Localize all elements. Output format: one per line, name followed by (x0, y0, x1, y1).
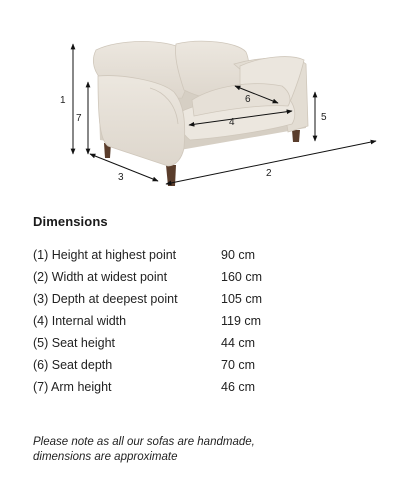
dimension-value: 119 cm (221, 314, 262, 328)
dimension-row-seat-height (33, 332, 363, 354)
dimensions-heading: Dimensions (33, 214, 108, 229)
dimension-name: (7) Arm height (33, 380, 112, 394)
dimension-name: (4) Internal width (33, 314, 127, 328)
note-line-1: Please note as all our sofas are handmade, (33, 436, 255, 448)
dimension-row-width (33, 266, 363, 288)
dimension-name: (2) Width at widest point (33, 270, 168, 284)
dimension-value: 105 cm (221, 292, 262, 306)
dimension-name: (1) Height at highest point (33, 248, 177, 262)
dimension-name: (5) Seat height (33, 336, 115, 350)
handmade-note (33, 435, 373, 465)
dimension-value: 160 cm (221, 270, 262, 284)
label-2: 2 (266, 168, 272, 179)
note-line-2: dimensions are approximate (33, 451, 178, 463)
dimension-row-depth (33, 288, 363, 310)
dimension-name: (3) Depth at deepest point (33, 292, 178, 306)
dimension-row-internal-width (33, 310, 363, 332)
label-4: 4 (229, 117, 235, 128)
label-1: 1 (60, 95, 66, 106)
label-7: 7 (76, 113, 82, 124)
label-6: 6 (245, 94, 251, 105)
dimension-value: 70 cm (221, 358, 256, 372)
dimension-name: (6) Seat depth (33, 358, 113, 372)
dimensions-list (33, 244, 363, 398)
dimension-row-arm-height (33, 376, 363, 398)
dimension-row-seat-depth (33, 354, 363, 376)
dimension-row-height (33, 244, 363, 266)
dimension-value: 90 cm (221, 248, 256, 262)
dimension-value: 44 cm (221, 336, 256, 350)
sofa-dimension-diagram (0, 0, 400, 205)
dimension-value: 46 cm (221, 380, 256, 394)
label-5: 5 (321, 112, 327, 123)
sofa-leg (292, 130, 300, 142)
sofa-diagram-svg (0, 0, 400, 205)
label-3: 3 (118, 172, 124, 183)
